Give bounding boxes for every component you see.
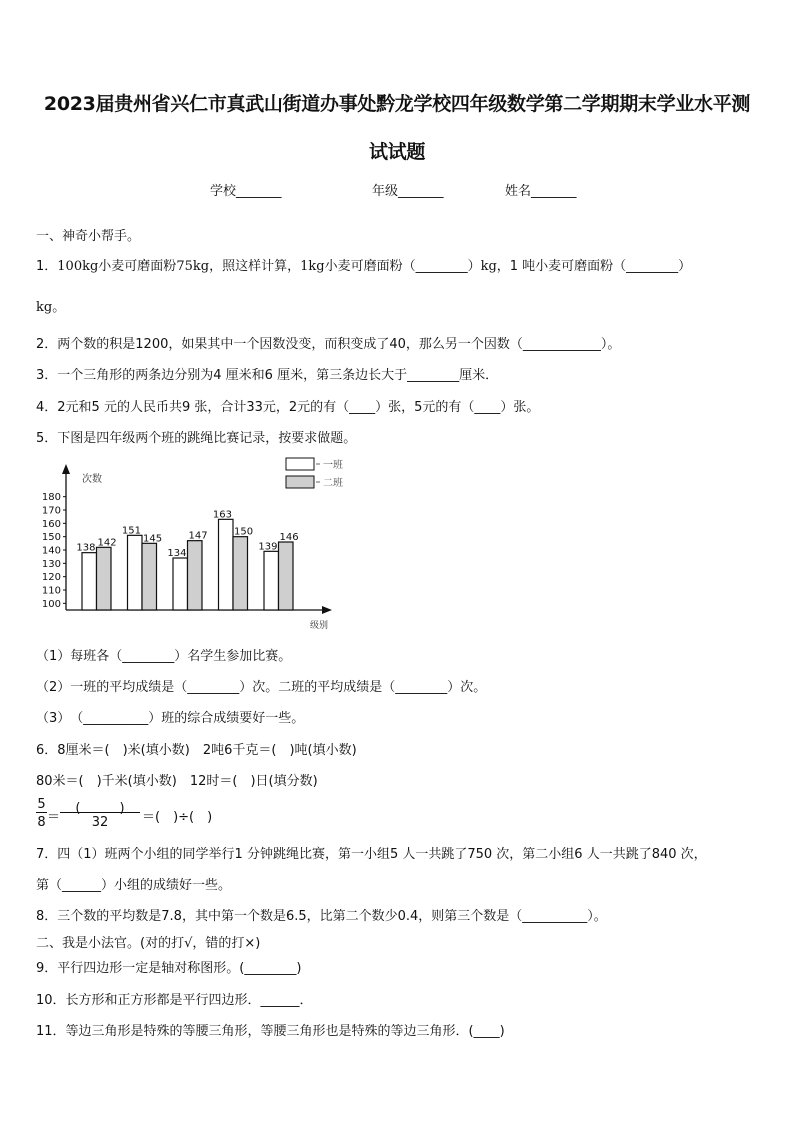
x-axis-label: 级别 (310, 621, 329, 631)
x-axis-arrow (322, 606, 332, 614)
title-line-2: 试试题 (368, 141, 426, 163)
bar-value-label: 142 (97, 537, 117, 549)
section-1-heading: 一、神奇小帮手。 (36, 229, 141, 244)
bar-value-label: 146 (279, 532, 299, 543)
bar-value-label: 163 (212, 509, 232, 521)
y-axis-label: 次数 (82, 474, 102, 485)
y-tick-label: 110 (41, 585, 61, 597)
bar-value-label: 151 (121, 525, 141, 537)
title-line-1: 2023届贵州省兴仁市真武山街道办事处黔龙学校四年级数学第二学期期末学业水平测 (43, 93, 751, 115)
question-10: 10．长方形和正方形都是平行四边形．______． (36, 993, 313, 1008)
bar (82, 553, 97, 610)
question-5: 5．下图是四年级两个班的跳绳比赛记录，按要求做题。 (36, 431, 357, 446)
bar-value-label: 139 (258, 541, 278, 553)
legend-label: 二班 (323, 478, 343, 489)
bar (188, 541, 203, 610)
question-6-line-2: 80米＝( )千米(填小数) 12时＝( )日(填分数) (36, 774, 318, 789)
y-tick-label: 120 (41, 572, 61, 584)
bar-value-label: 138 (76, 542, 96, 554)
bar (97, 547, 112, 610)
section-2-heading: 二、我是小法官。(对的打√，错的打×) (36, 936, 261, 951)
question-11: 11．等边三角形是特殊的等腰三角形，等腰三角形也是特殊的等边三角形．(____) (36, 1024, 505, 1039)
name-field: 姓名_______ (505, 184, 577, 199)
question-8: 8．三个数的平均数是7.8，其中第一个数是6.5，比第二个数少0.4，则第三个数是（__________）。 (36, 909, 607, 924)
y-axis-arrow (62, 464, 70, 474)
bar (264, 551, 279, 610)
y-tick-label: 150 (41, 532, 61, 544)
question-7-line-1: 7．四（1）班两个小组的同学举行1 分钟跳绳比赛，第一小组5 人一共跳了750 次，第二小组6 人一共跳了840 次， (36, 847, 707, 862)
question-1-unit: kg。 (36, 300, 66, 315)
y-tick-label: 170 (41, 505, 61, 517)
y-tick-label: 140 (41, 545, 61, 557)
bar (233, 537, 248, 610)
bar (279, 542, 294, 610)
question-7-line-2: 第（______）小组的成绩好一些。 (36, 878, 232, 893)
bar-value-label: 145 (143, 533, 163, 545)
question-5-3: （3） （__________）班的综合成绩要好一些。 (36, 711, 305, 726)
question-9: 9．平行四边形一定是轴对称图形。(________) (36, 961, 302, 976)
question-6-line-1: 6．8厘米＝( )米(填小数) 2吨6千克＝( )吨(填小数) (36, 743, 357, 758)
question-1: 1．100kg小麦可磨面粉75kg，照这样计算，1kg小麦可磨面粉（________）kg，1 吨小麦可磨面粉（________） (36, 259, 692, 274)
question-2: 2．两个数的积是1200，如果其中一个因数没变，而积变成了40，那么另一个因数（____________）。 (36, 337, 621, 352)
question-4: 4．2元和5 元的人民币共9 张，合计33元，2元的有（____）张，5元的有（____）张。 (36, 400, 540, 415)
legend-swatch (286, 476, 314, 488)
y-tick-label: 160 (41, 518, 61, 530)
question-5-2: （2）一班的平均成绩是（________）次。二班的平均成绩是（________）次。 (36, 680, 487, 695)
y-tick-label: 180 (41, 492, 61, 504)
legend-swatch (286, 458, 314, 470)
bar (219, 519, 234, 610)
y-tick-label: 130 (41, 558, 61, 570)
jump-rope-bar-chart (34, 452, 354, 632)
bar (142, 543, 157, 610)
bar (128, 535, 143, 610)
bar-value-label: 147 (188, 530, 208, 542)
page-title (30, 80, 764, 176)
question-3: 3．一个三角形的两条边分别为4 厘米和6 厘米，第三条边长大于________厘米． (36, 368, 499, 383)
y-tick-label: 100 (41, 598, 61, 610)
bar-value-label: 150 (234, 526, 254, 538)
bar (173, 558, 188, 610)
grade-field: 年级_______ (372, 184, 444, 199)
legend-label: 一班 (323, 460, 343, 471)
question-5-1: （1）每班各（________）名学生参加比赛。 (36, 649, 292, 664)
bar-value-label: 134 (167, 548, 187, 559)
school-field: 学校_______ (210, 184, 282, 199)
